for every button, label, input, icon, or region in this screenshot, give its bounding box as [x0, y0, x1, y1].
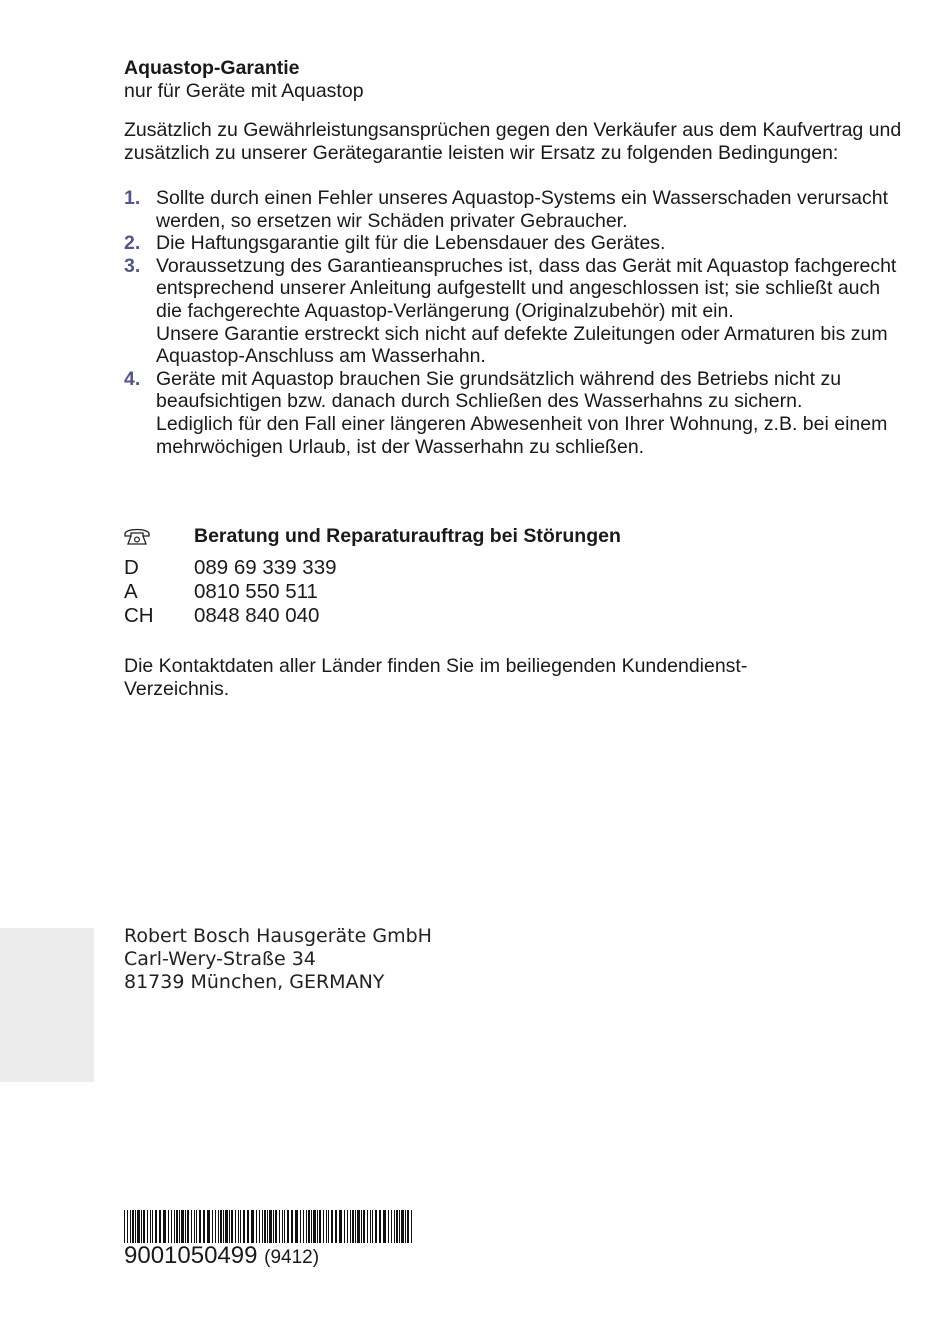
condition-extra-text: Unsere Garantie erstreckt sich nicht auf defekte Zuleitungen oder Armaturen bis zum Aquastop-Anschluss am Wasserhahn. [156, 322, 888, 368]
barcode-bar [229, 1210, 230, 1243]
barcode-bar [357, 1210, 360, 1243]
barcode-bar [262, 1210, 263, 1243]
barcode-bar [355, 1210, 356, 1243]
barcode-bar [335, 1210, 337, 1243]
barcode-bar [361, 1210, 362, 1243]
barcode-bar [147, 1210, 148, 1243]
barcode-bar [251, 1210, 254, 1243]
barcode-bar [372, 1210, 373, 1243]
barcode-bar [352, 1210, 354, 1243]
barcode-bar [181, 1210, 184, 1243]
condition-text: Die Haftungsgarantie gilt für die Lebensdauer des Gerätes. [156, 232, 666, 255]
barcode-bar [207, 1210, 210, 1243]
company-address [124, 925, 432, 993]
barcode-bar [247, 1210, 249, 1243]
barcode-bar [141, 1210, 142, 1243]
barcode-bar [287, 1210, 289, 1243]
barcode-bar [405, 1210, 406, 1243]
barcode-bar [240, 1210, 241, 1243]
barcode-bar [130, 1210, 131, 1243]
barcode-bar [407, 1210, 409, 1243]
phone-number: 089 69 339 339 [194, 556, 337, 579]
barcode-bar [269, 1210, 272, 1243]
barcode-bar [391, 1210, 392, 1243]
barcode-bar [300, 1210, 301, 1243]
barcode-bar [396, 1210, 398, 1243]
barcode-bar [399, 1210, 400, 1243]
barcode-bar [267, 1210, 268, 1243]
barcode-bar [344, 1210, 345, 1243]
barcode-bar [220, 1210, 222, 1243]
barcode-bar [291, 1210, 293, 1243]
barcode-bar [243, 1210, 245, 1243]
barcode-bar [137, 1210, 140, 1243]
condition-item [124, 187, 904, 232]
barcode-bar [223, 1210, 224, 1243]
country-code: A [124, 580, 138, 603]
barcode-bar [388, 1210, 389, 1243]
barcode-bar [187, 1210, 189, 1243]
service-title: Beratung und Reparaturauftrag bei Störungen [194, 525, 621, 547]
page-title: Aquastop-Garantie [124, 57, 300, 79]
condition-text: Voraussetzung des Garantieanspruches ist, dass das Gerät mit Aquastop fachgerecht entsprechend unserer Anleitung aufgestellt und angeschlossen ist; sie schließt auch die fachgerechte Aquastop-Verlängerung (Originalzubehör) mit ein. [156, 254, 897, 322]
country-code: CH [124, 604, 154, 627]
conditions-list [124, 187, 904, 458]
intro-paragraph [124, 119, 904, 164]
contact-note: Die Kontaktdaten aller Länder finden Sie im beiliegenden Kundendienst-Verzeichnis. [124, 655, 748, 700]
barcode-bar [347, 1210, 348, 1243]
barcode-bar [174, 1210, 175, 1243]
condition-text: Geräte mit Aquastop brauchen Sie grundsätzlich während des Betriebs nicht zu beaufsichtigen bzw. danach durch Schließen des Wasserhahns zu sichern. [156, 367, 842, 413]
condition-text: Sollte durch einen Fehler unseres Aquastop-Systems ein Wasserschaden verursacht werden, so ersetzen wir Schäden privater Gebraucher. [156, 187, 888, 232]
barcode-bar [235, 1210, 236, 1243]
barcode-bar [152, 1210, 153, 1243]
barcode-bar [256, 1210, 257, 1243]
barcode-bar [155, 1210, 157, 1243]
barcode-bar [135, 1210, 136, 1243]
barcode-bar [311, 1210, 312, 1243]
barcode-bar [363, 1210, 365, 1243]
barcode-bar [308, 1210, 310, 1243]
barcode-bar [238, 1210, 239, 1243]
barcode-bar [328, 1210, 329, 1243]
barcode-bar [231, 1210, 233, 1243]
barcode-bar [323, 1210, 324, 1243]
side-tab-marker [0, 928, 94, 1082]
barcode-bar [275, 1210, 277, 1243]
condition-extra-text: Lediglich für den Fall einer längeren Abwesenheit von Ihrer Wohnung, z.B. bei einem mehrwöchigen Urlaub, ist der Wasserhahn zu schließen. [156, 412, 888, 458]
condition-number: 1. [124, 187, 141, 209]
page-subtitle: nur für Geräte mit Aquastop [124, 80, 364, 102]
telephone-icon [122, 525, 152, 547]
barcode-bar [326, 1210, 327, 1243]
barcode-bar [179, 1210, 180, 1243]
barcode-bar [143, 1210, 145, 1243]
barcode-bar [370, 1210, 371, 1243]
product-code-suffix: (9412) [264, 1247, 320, 1268]
barcode-bar [273, 1210, 274, 1243]
barcode-bar [194, 1210, 195, 1243]
barcode-bar [375, 1210, 377, 1243]
barcode-bar [171, 1210, 172, 1243]
barcode-bar [331, 1210, 333, 1243]
barcode-bar [303, 1210, 304, 1243]
barcode-bar [339, 1210, 342, 1243]
barcode-bar [212, 1210, 213, 1243]
barcode-bar [319, 1210, 321, 1243]
barcode-bar [176, 1210, 178, 1243]
barcode-bar [306, 1210, 307, 1243]
phone-number: 0810 550 511 [194, 580, 318, 603]
barcode-bar [124, 1210, 125, 1243]
product-number: 9001050499 [124, 1242, 258, 1269]
phone-number: 0848 840 040 [194, 604, 320, 627]
barcode-bar [383, 1210, 386, 1243]
barcode-bar [185, 1210, 186, 1243]
barcode-bar [127, 1210, 128, 1243]
barcode-bar [264, 1210, 266, 1243]
barcode-bar [159, 1210, 161, 1243]
barcode-bar [401, 1210, 404, 1243]
barcode-bar [350, 1210, 351, 1243]
condition-number: 3. [124, 254, 141, 277]
barcode-bar [284, 1210, 285, 1243]
condition-item [124, 232, 904, 255]
barcode-bar [191, 1210, 192, 1243]
barcode-bar [259, 1210, 260, 1243]
barcode-bar [282, 1210, 283, 1243]
city-line: 81739 München, GERMANY [124, 970, 385, 993]
country-code: D [124, 556, 139, 579]
condition-item [124, 368, 904, 458]
company-name: Robert Bosch Hausgeräte GmbH [124, 925, 432, 947]
barcode-bar [199, 1210, 201, 1243]
condition-number: 2. [124, 232, 141, 255]
barcode-bar [132, 1210, 134, 1243]
barcode-bar [196, 1210, 197, 1243]
barcode-bar [215, 1210, 216, 1243]
barcode-bar [394, 1210, 395, 1243]
barcode-bar [218, 1210, 219, 1243]
barcode-bar [295, 1210, 298, 1243]
barcode-bar [379, 1210, 381, 1243]
condition-number: 4. [124, 367, 141, 390]
barcode-bar [411, 1210, 412, 1243]
barcode-bar [203, 1210, 205, 1243]
product-code [124, 1242, 320, 1270]
condition-item [124, 255, 904, 368]
street-address: Carl-Wery-Straße 34 [124, 947, 316, 970]
barcode-bar [168, 1210, 169, 1243]
barcode-bar [313, 1210, 316, 1243]
barcode-bar [225, 1210, 228, 1243]
barcode-bar [150, 1210, 151, 1243]
barcode-bar [279, 1210, 280, 1243]
barcode [124, 1210, 416, 1243]
barcode-bar [163, 1210, 166, 1243]
barcode-bar [367, 1210, 368, 1243]
barcode-bar [317, 1210, 318, 1243]
intro-text: Zusätzlich zu Gewährleistungsansprüchen gegen den Verkäufer aus dem Kaufvertrag und zusätzlich zu unserer Gerätegarantie leisten wir Ersatz zu folgenden Bedingungen: [124, 119, 902, 164]
